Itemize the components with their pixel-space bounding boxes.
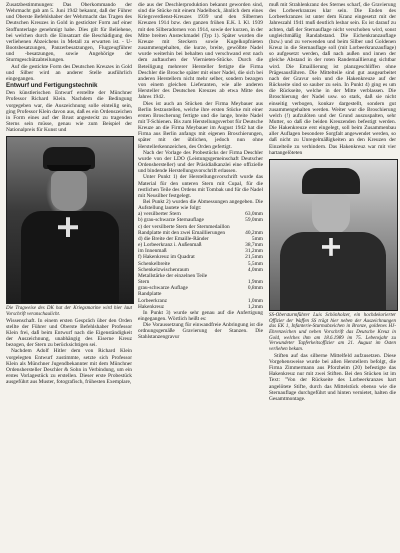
officer-face [51, 171, 87, 211]
section-heading: Entwurf und Fertigungstechnik [6, 82, 98, 90]
column-middle [138, 2, 263, 341]
list-item: Schenkelzwischenraum 4,0mm [138, 266, 263, 273]
intro-paragraph: Zusatzbestimmungen: Das Oberkommando der Wehrmacht gab am 5. Juni 1942 bekannt, daß der Führer und Oberste Befehlshaber der Wehrmacht das Tragen des Deutschen Kreuzes in Gold in gestickter Form auf einer Stoffunterlage genehmigt habe. Dies gilt für Beliehene, bei welchen durch die Einsatzart die Beschädigung des verliehenen Abzeichens in Metall zu erwarten ist. - U-Bootsbesatzungen, Panzerbesatzungen, Flugzeugführer und -besatzungen, sowie Angehörige der Sturmgeschützabteilungen. [6, 2, 132, 64]
officer-face [312, 194, 350, 234]
engraving-paragraph: Die Voraussetzung für einwandfreie Anbringung ist die ordnungsgemäße Gravierung der Stanzen. Die Stahlstanzengravur [138, 322, 263, 341]
thickness-list [138, 279, 263, 310]
intro-paragraph-2: Auf die gestickte Form des Deutschen Kreuzes in Gold und Silber wird an anderer Stelle ausführlich eingegangen. [6, 63, 132, 82]
meybauer-paragraph: Dies ist auch an Stücken der Firma Meybauer aus Berlin festzustellen, welche ihre ersten Stücke mit einer ersten Broscherung fertigte und die lange, breite Nadel mit T-Schienen. Bis zum Herstellungsverbot für Deutsche Kreuze an die Firma Meybauer im August 1942 hat die Firma aus Berlin anfangs mit eigenen Broschierungen, später mit der üblichen, jedoch nun ohne Herstellerkennzeichen, des Orden gefertigt. [138, 100, 263, 150]
history-paragraph: Wissenschaft. In einem ersten Gespräch über den Orden stellte der Führer und Oberste Befehlshaber Professor Klein frei, daß beim Entwurf nach die Eigenständigkeit der Auszeichnung, unabhängig des Eiserne Kreuz bezogen, der Stern zu berücksichtigen sei. [6, 317, 132, 349]
list-item: Hakenkreuz 1,2mm [138, 303, 263, 310]
dimensions-list [138, 211, 263, 273]
fabrication-paragraph: In Punkt 3) wurde sehr genau auf die Anfertigung eingegangen. Wörtlich heißt es: [138, 309, 263, 322]
list-item: e) Lorbeerkranz i. Außenmaß 38,7mm [138, 242, 263, 249]
column-left [6, 2, 132, 385]
ldo-paragraph: Nach der Vorlage des Probestücks der Firma Deschler wurde von der LDO (Leistungsgemeinschaft Deutscher Ordenshersteller) und der Präsidialkanzlei eine offizielle und bindende Herstellungsvorschrift erlassen. [138, 149, 263, 175]
list-item: c) der versilberte Stern der Sternmedaillon [138, 223, 230, 230]
officer-cap [302, 168, 360, 194]
photo-ss-officer [269, 159, 398, 311]
specification-paragraph: muß mit Strahlenkranz des Sternes scharf, die Gravierung des Lorbeerkranzes klar sein. Die Enden des Lorbeerkranzes ist unter dem Kranz eingesetzt mit der Jahreszahl 1941 muß deutlich lesbar sein. Es ist darauf zu achten, daß der Sternauflage nicht verschoben wird, sonst ungleichmäßig Randabstand. Die Eichenkranzauflage (bzw.) und zu verwenden und beim Silber und Goldenen Kreuz in die Sternauflage soll (mit Lorbeerkranzauflage) so aufgesetzt werden, daß nach außen und innen der gleiche Abstand in der roten Randemaillierung sichtbar wird. Die Emaillierung ist planzgeschliffen ohne Prägesausführen. Die Mittelteile sind gut ausgearbeitet nach der Gravur sein und die Hakenkreuze auf der Rückseite sind so sauber zu sein. In Punkt 4) ging es um die Rückseite, welche in der Mitte verblassen. Die Broschierung der Nadel usw. so stark, daß sie nicht einseitig verbogen, konkav dargestellt, sondern gut zusammengehalten werden. Weiter war die Broschierung welch (!) aufzulöten und der Grund auszuspalten, sehr Mutter, so daß die beiden Kreuzenden befestigt werden. Die Hakenkreuze erst eingelegt, soll beim Zusammenbau aller Auflagen besondere Sorgfalt angewendet werden, so daß nicht zu Unregelmäßigkeiten an den Kreuzen der Einzelteile zu verhindern. Das Hakenkreuz war mit vier hartangelöteten [269, 2, 396, 156]
list-item: Randplatte [138, 291, 162, 298]
column-right [269, 2, 396, 402]
list-item: Stern 1,9mm [138, 279, 263, 286]
list-item: Schenkelbreite 5,5mm [138, 260, 263, 267]
document-page [6, 2, 398, 551]
photo-caption-left: Die Tragweise des DK hat der Kriegsmarine wird hier laut Vorschrift veranschaulicht. [6, 306, 132, 317]
photo-naval-officer [6, 136, 134, 304]
list-item: f) Hakenkreuz im Quadrat 21,5mm [138, 254, 263, 261]
thickness-heading: Metallstärke der einzelnen Teile [138, 272, 208, 279]
dimensions-intro: Bei Punkt 2) wurden die Abmessungen angegeben. Die Aufstellung lautete wie folgt: [138, 199, 263, 212]
material-paragraph: Unter Punkt 1) der Herstellungsvorschrift wurde das Material für den unteren Stern mit Cupal, für die restlichen Teile des Ordens mit Tombak und für die Nadel mit Neusilber festgelegt. [138, 174, 263, 199]
list-item: Randplatte mit den zwei Emaillierungen 40,2mm [138, 229, 263, 236]
list-item: b) grau-schwarze Sternauflage 59,0mm [138, 217, 263, 224]
design-paragraph: Den künstlerischen Entwurf erstellte der Münchner Professor Richard Klein. Nachdem die Bedingung vorgegeben war, die Auszeichnung solle einteilig sein, ging Professor Klein davon aus, daß es ein Ordenszeichen in Form eines auf der Brust angesteckt zu tragenden Sterns sein müsse, genau wie zum Beispiel der Nationalpreis für Kunst und [6, 90, 132, 134]
list-item: Lorbeerkranz 1,0mm [138, 297, 263, 304]
list-item: d) die Breite der Emaille-Ränder 5mm [138, 235, 263, 242]
production-paragraph: die aus der Deschlerproduktion bekannt geworden sind, sind die Stücke mit einem Nadelbock, ähnlich dem eines Kriegsverdienst-Kreuzes 1939 und den Silbernen Kreuzen 1914 bzw. den ganzen frühen E.K. I. Kl. 1939 mit den Silberadornen von 1914, sowie der kurzen, in der Mitte breiten Ansteckmadel (Typ 1). Später wurden die Kreuze mit Steckern sowie Kugelkopfnieten zusammengehalten, die kurze, breite, gewölbte Nadel wurde weiterhin bei behalten und verschwand erst nach dem auftauchen der Viernieten-Stücke. Durch die Beteiligung mehrerer Hersteller fertigte die Firma Deschler die Brosche später mit einer Nadel, die sich bei anderen Herstellern nicht mehr selber, sondern bezogen von einem gleichen Lieferanten, wie alle anderen Hersteller des Deutschen Kreuzes ab etwa Mitte des Jahres 1942. [138, 2, 263, 101]
maker-paragraph: Nachdem Adolf Hitler dem von Richard Klein vorgelegten Entwurf zustimmte, setzte sich Professor Klein als Münchner Jugendbekannter mit dem Münchner Ordenshersteller Deschler & Sohn in Verbindung, um ein erstes Vorlagestück zu erstellen. Dieser erste Probestück ausgeführt aus Muster, fotografisch, frühesten Exemplare, [6, 348, 132, 386]
list-item: a) versilberter Stern 63,0mm [138, 211, 263, 218]
list-item: im Innenmaß 31,2mm [138, 248, 263, 255]
list-item: grau-schwarze Auflage 0,8mm [138, 285, 263, 292]
photo-caption-right: SS-Obersturmführer Luis Schönholzer, ein hochdekorierter Offizier der Waffen SS trägt hier neben der Auszeichnungen das EK 1, Infanterie-Sturmabzeichen in Bronze, goldenes HJ-Ehrenzeichen und neben Vorschrift das Deutsche Kreuz in Gold, welches ihm am 18.6.1989 im 75. Lebensjahr zu Verwundeter Tapferkeitsoffizier am 21. August im Osten verliehen bekam. [269, 312, 396, 353]
assembly-paragraph: Stiften auf das silberne Mittelfeld aufzusetzen. Diese Vorgehensweise wurde bei allen Herstellern befolgt, die Firma Zimmermann aus Pforzheim (20) befestigte das Hakenkreuz nur mit zwei Stiften. Bei den Stücken ist im Text: "Von der Rückseite des Lorbeerkranzes hart angelötete Stifte, durch das Mittelstück ebenso wie die Sternauflage durchgeführt und hinten vernietet, halten die Gesamtmontage. [269, 352, 396, 402]
officer-coat [280, 232, 386, 310]
